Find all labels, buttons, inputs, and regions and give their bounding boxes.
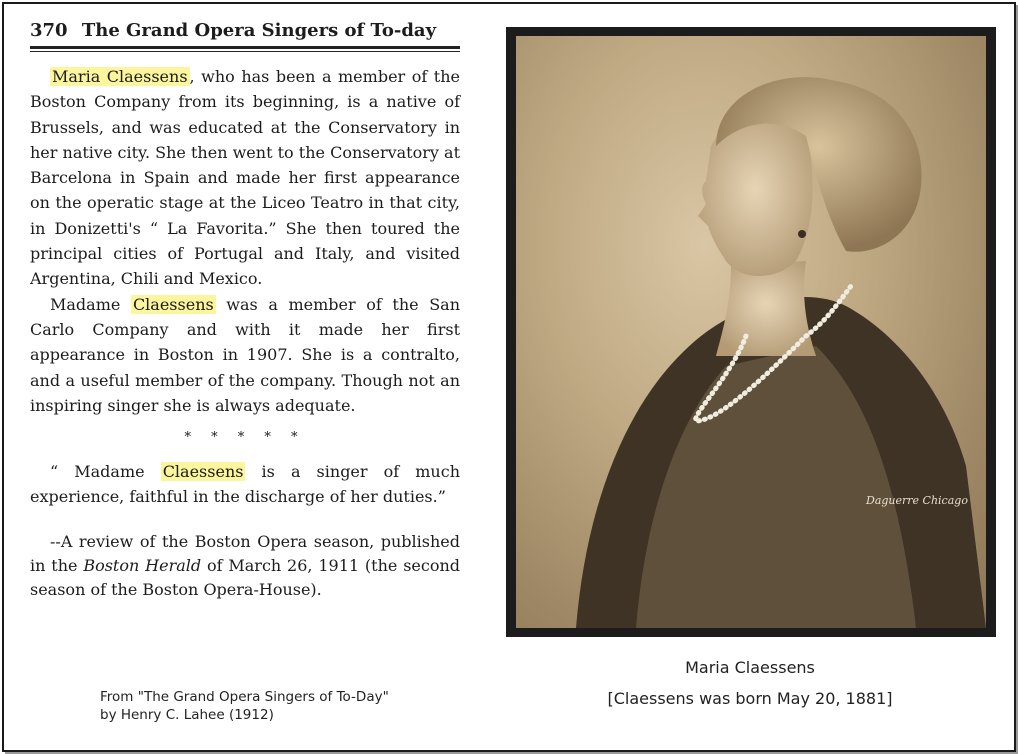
paragraph-quote <box>30 459 460 510</box>
book-excerpt <box>30 20 460 602</box>
review-publication: Boston Herald <box>83 555 202 575</box>
portrait-photo <box>506 27 996 637</box>
section-divider-stars: * * * * * <box>184 430 306 446</box>
highlighted-name: Maria Claessens <box>52 67 188 86</box>
quote-text: is a singer of much experience, faithful in the discharge of her duties.” <box>30 462 460 507</box>
book-header <box>30 20 460 41</box>
paragraph-career <box>30 292 460 418</box>
photo-signature: Daguerre Chicago <box>866 494 968 507</box>
paragraph-biography <box>30 64 460 292</box>
highlighted-name: Claessens <box>132 294 214 314</box>
book-running-title: The Grand Opera Singers of To-day <box>81 20 437 41</box>
portrait-illustration <box>516 36 986 628</box>
paragraph-prefix: Madame <box>50 294 131 314</box>
highlighted-name: Claessens <box>162 462 244 482</box>
page-number: 370 <box>30 20 68 41</box>
portrait-image <box>516 36 986 628</box>
paragraph-text: , who has been a member of the Boston Company from its beginning, is a native of Brussels, and was educated at the Conservatory in her native city. She then went to the Conservatory at Barcelona in Spain and made her first appearance on the operatic stage at the Liceo Teatro in that city, in Donizetti's “ La Favorita.” She then toured the principal cities of Portugal and Italy, and visited Argentina, Chili and Mexico. <box>30 67 461 289</box>
review-suffix: of March 26, 1911 (the second season of the Boston Opera-House). <box>30 555 461 599</box>
photo-caption-birth: [Claessens was born May 20, 1881] <box>607 689 893 708</box>
header-rule-thick <box>30 46 460 49</box>
photo-caption-name: Maria Claessens <box>685 658 815 677</box>
source-caption: From "The Grand Opera Singers of To-Day" by Henry C. Lahee (1912) <box>100 689 389 723</box>
review-prefix: --A review of the Boston Opera season, published in the <box>30 531 460 575</box>
photo-caption <box>540 658 960 708</box>
header-rule-thin <box>30 51 460 52</box>
paragraph-review-attribution <box>30 530 460 602</box>
quote-prefix: “ Madame <box>50 462 161 482</box>
paragraph-text: was a member of the San Carlo Company and with it made her first appearance in Boston in 1907. She is a contralto, and a useful member of the company. Though not an inspiring singer she is always adequate. <box>30 294 460 415</box>
